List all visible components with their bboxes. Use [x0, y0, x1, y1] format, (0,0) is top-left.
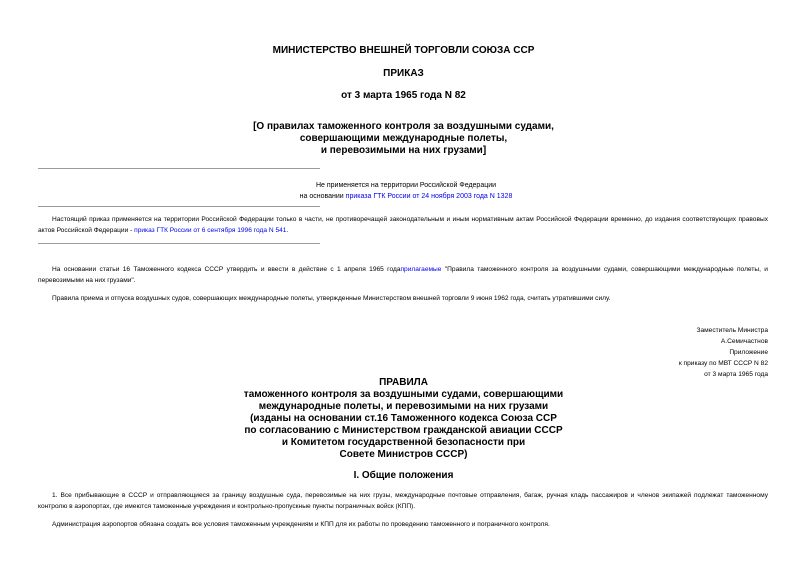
appendix-ref: к приказу по МВТ СССР N 82	[678, 360, 768, 367]
rules-paragraph-1	[38, 490, 768, 512]
order-paragraph-2: Правила приема и отпуска воздушных судов, совершающих международные полеты, утвержденные Министерством внешней торговли 9 июня 1962 года, считать утратившими силу.	[52, 295, 611, 302]
status-note-line	[210, 191, 602, 202]
section-heading: I. Общие положения	[353, 470, 454, 481]
rules-subtitle-line: (изданы на основании ст.16 Таможенного кодекса Союза ССР	[250, 413, 557, 424]
status-note	[210, 180, 602, 202]
rules-subtitle-line: Совете Министров СССР)	[339, 449, 468, 460]
order-title-line: [О правилах таможенного контроля за воздушными судами,	[253, 121, 554, 132]
rules-subtitle	[0, 389, 807, 461]
order-paragraph-text: На основании статьи 16 Таможенного кодекса СССР утвердить и ввести в действие с 1 апреля 1965 года	[52, 266, 401, 273]
editorial-note-text: Настоящий приказ применяется на территории Российской Федерации только в части, не противоречащей законодательным и иным нормативным актам Российской Федерации временно, до издания соответствующих правовых актов Российской Федерации -	[38, 216, 768, 234]
ministry-heading: МИНИСТЕРСТВО ВНЕШНЕЙ ТОРГОВЛИ СОЮЗА ССР	[272, 45, 535, 56]
appendix-date: от 3 марта 1965 года	[704, 371, 768, 378]
attached-rules-link[interactable]: прилагаемые	[400, 266, 442, 273]
gtk-order-link[interactable]: приказ ГТК России от 6 сентября 1996 года N 541	[134, 227, 287, 234]
rules-paragraph-2: Администрация аэропортов обязана создать все условия таможенным учреждениям и КПП для их работы по проведению таможенного и пограничного контроля.	[52, 521, 550, 528]
rules-subtitle-line: таможенного контроля за воздушными судами, совершающими	[243, 389, 564, 400]
rules-subtitle-line: международные полеты, и перевозимыми на них грузами	[258, 401, 549, 412]
signature-name: А.Семичастнов	[720, 338, 768, 345]
signature-block	[560, 325, 768, 380]
order-title	[0, 121, 807, 157]
separator-rule	[38, 168, 320, 169]
appendix-label: Приложение	[729, 349, 768, 356]
rules-subtitle-line: и Комитетом государственной безопасности при	[281, 437, 526, 448]
signature-position: Заместитель Министра	[696, 327, 768, 334]
rules-subtitle-line: по согласованию с Министерством гражданской авиации СССР	[244, 425, 563, 436]
rules-paragraph-text: 1. Все прибывающие в СССР и отправляющиеся за границу воздушные суда, перевозимые на них грузы, международные почтовые отправления, багаж, ручная кладь пассажиров и членов экипажей подлежат таможенному контролю в аэропортах, где имеются таможенные учреждения и контрольно-пропускные пункты пограничных войск (КПП).	[38, 492, 768, 510]
repeal-order-link[interactable]: приказа ГТК России от 24 ноября 2003 года N 1328	[345, 193, 513, 200]
order-title-line: совершающими международные полеты,	[299, 133, 508, 144]
editorial-note-end: .	[286, 227, 289, 234]
separator-rule	[38, 243, 320, 244]
status-note-line: Не применяется на территории Российской Федерации	[315, 182, 497, 189]
separator-rule	[38, 206, 320, 207]
order-paragraph-1	[38, 264, 768, 286]
order-paragraph-text: "Правила таможенного контроля за воздушными судами, совершающими международные полеты, и перевозимыми на них грузами".	[38, 266, 768, 284]
editorial-note	[38, 214, 768, 236]
order-date: от 3 марта 1965 года N 82	[341, 90, 466, 101]
status-note-prefix: на основании	[299, 193, 346, 200]
doc-type-heading: ПРИКАЗ	[383, 68, 424, 79]
order-title-line: и перевозимыми на них грузами]	[320, 145, 487, 156]
rules-title: ПРАВИЛА	[379, 377, 428, 388]
